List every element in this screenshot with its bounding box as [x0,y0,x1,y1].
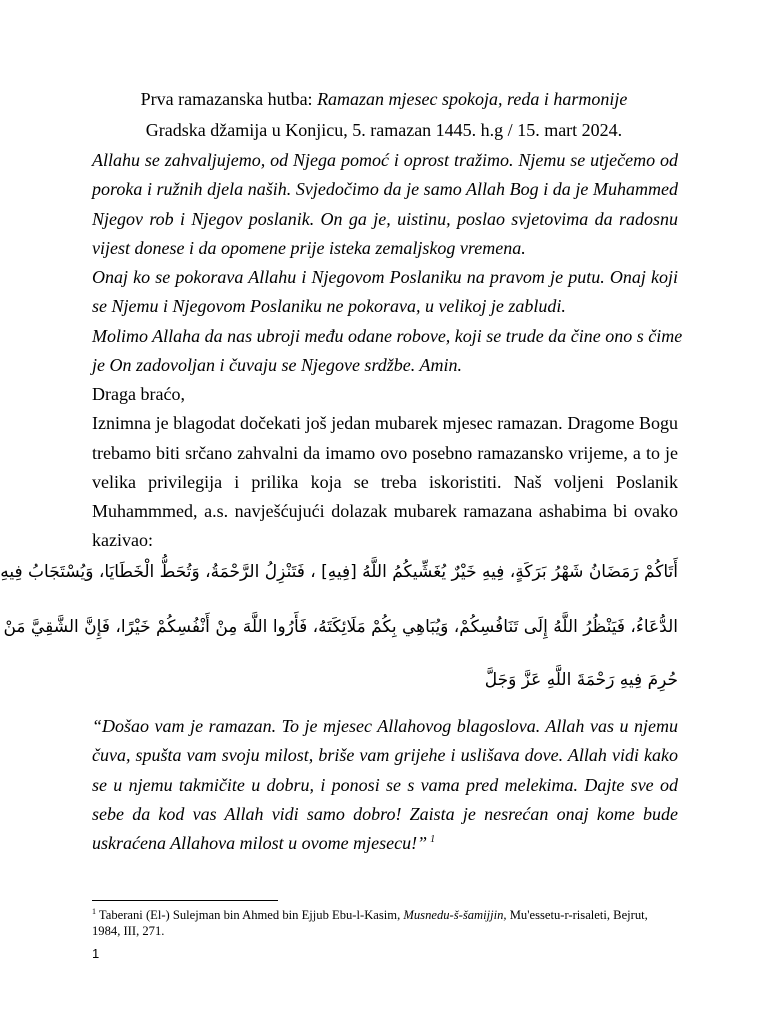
body-line: trebamo biti srčano zahvalni da imamo ovo posebno ramazansko vrijeme, a to je [92,442,678,463]
sermon-location-date: Gradska džamija u Konjicu, 5. ramazan 1445. h.g / 15. mart 2024. [145,120,623,140]
translation-line-last [92,829,678,858]
intro-line: je On zadovoljan i čuvaju se Njegove srdžbe. Amin. [92,355,462,376]
translation-line: “Došao vam je ramazan. To je mjesec Allahovog blagoslova. Allah vas u njemu [92,716,678,736]
footnote-text-before: Taberani (El-) Sulejman bin Ahmed bin Ejjub Ebu-l-Kasim, [96,908,404,922]
intro-line: Onaj ko se pokorava Allahu i Njegovom Poslaniku na pravom je putu. Onaj koji [92,267,678,288]
footnote-source-title: Musnedu-š-šamijjin, [403,908,507,922]
body-line: kazivao: [92,530,153,551]
hadith-translation [92,712,678,858]
sermon-title-label: Prva ramazanska hutba: [140,89,318,109]
footnote-line-2: 1984, III, 271. [92,924,165,938]
translation-line: sebe da kod vas Allah vidi samo dobro! Zaista je nesrećan onaj kome bude [92,803,678,824]
intro-line: Molimo Allaha da nas ubroji među odane robove, koji se trude da čine ono s čime [92,325,683,346]
footnote-number: 1 [92,906,96,916]
intro-line: vijest donese i da opomene prije isteka zemaljskog vremena. [92,237,526,258]
arabic-line: الدُّعَاءُ، فَيَنْظُرُ اللَّهُ إِلَى تَنَافُسِكُمْ، وَيُبَاهِي بِكُمْ مَلَائِكَتَهُ، فَأَرُوا اللَّهَ مِنْ أَنْفُسِكُمْ خَيْرًا، فَإِنَّ الشَّقِيَّ مَنْ [3,617,678,637]
arabic-line: حُرِمَ فِيهِ رَحْمَةَ اللَّهِ عَزَّ وَجَلَّ [484,670,678,690]
arabic-line: أَتَاكُمْ رَمَضَانُ شَهْرُ بَرَكَةٍ، فِيهِ خَيْرٌ يُغَشِّيكُمُ اللَّهُ [فِيهِ] ، فَتَنْزِلُ الرَّحْمَةُ، وَتُحَطُّ الْخَطَايَا، وَيُسْتَجَابُ فِيهِ [0,562,678,582]
sermon-title-subject: Ramazan mjesec spokoja, reda i harmonije [317,89,628,109]
sermon-title [0,88,768,110]
page-number: 1 [92,946,100,961]
translation-line: uskraćena Allahova milost u ovome mjesecu!” [92,833,428,854]
footnote-divider [92,900,278,901]
footnote-line-1 [92,907,682,923]
intro-paragraph [92,146,683,380]
body-line: Iznimna je blagodat dočekati još jedan mubarek mjesec ramazan. Dragome Bogu [92,413,678,434]
translation-line: se u njemu takmičite u dobru, i ponosi se s vama pred melekima. Dajte sve od [92,774,678,795]
greeting: Draga braćo, [92,384,185,404]
main-paragraph [92,380,678,556]
intro-line: Allahu se zahvaljujemo, od Njega pomoć i oprost tražimo. Njemu se utječemo od [92,150,678,170]
intro-line: Njegov rob i Njegov poslanik. On ga je, uistinu, poslao svjetovima da radosnu [92,208,678,229]
footnote-text-after: Mu'essetu-r-risaleti, Bejrut, [506,908,648,922]
footnote [92,907,682,939]
footnote-marker: 1 [430,834,436,846]
intro-line: se Njemu i Njegovom Poslaniku ne pokorava, u velikoj je zabludi. [92,296,566,317]
intro-line: poroka i ružnih djela naših. Svjedočimo da je samo Allah Bog i da je Muhammed [92,179,678,200]
body-line: Muhammmed, a.s. navješćujući dolazak mubarek ramazana ashabima bi ovako [92,501,678,522]
body-line: velika privilegija i prilika koja se treba iskoristiti. Naš voljeni Poslanik [92,471,678,492]
translation-line: čuva, spušta vam svoju milost, briše vam grijehe i uslišava dove. Allah vidi kako [92,745,678,766]
